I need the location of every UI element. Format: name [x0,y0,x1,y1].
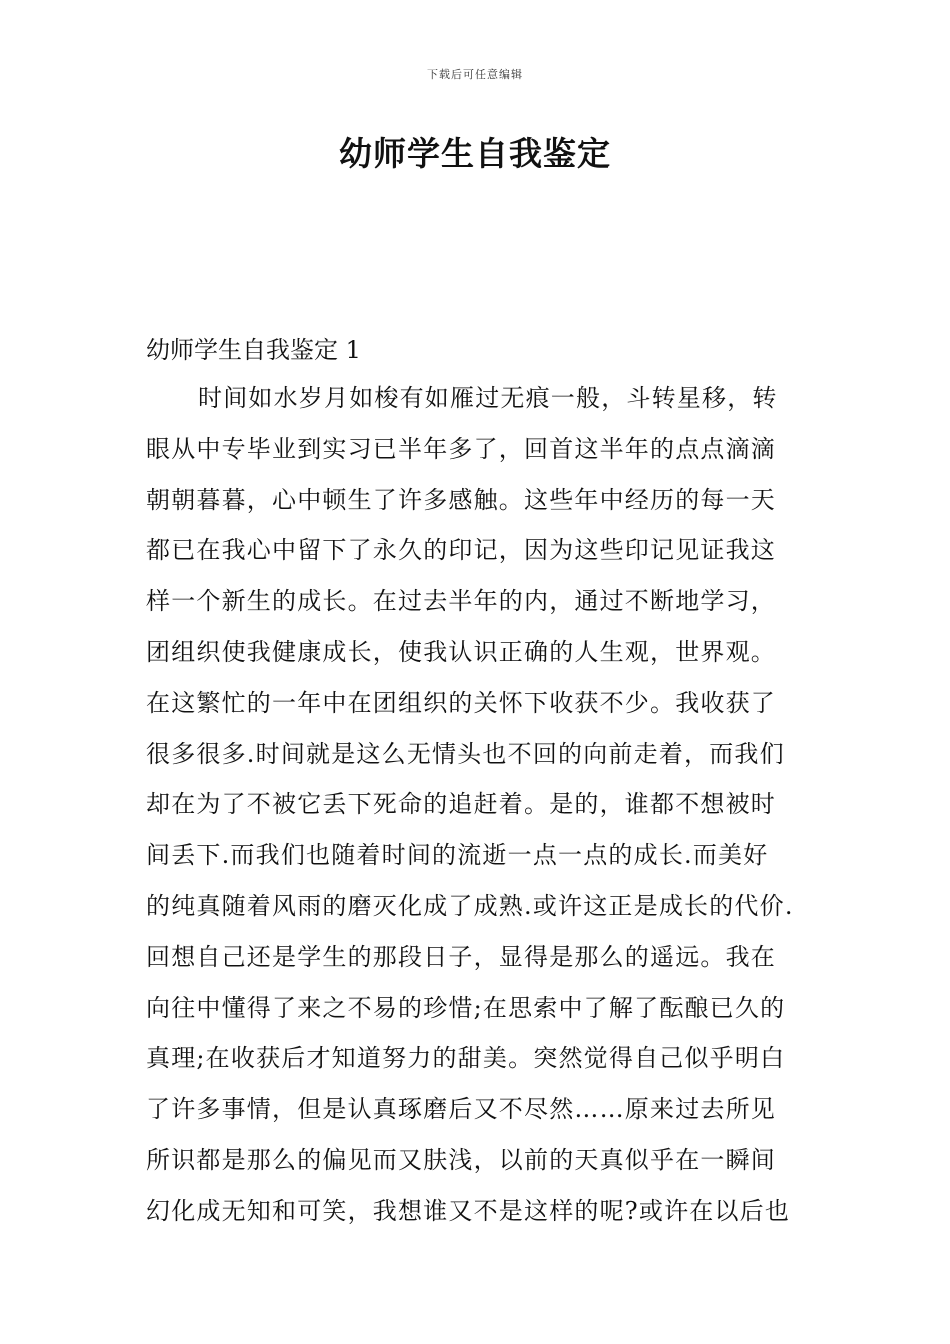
paragraph-line: 所识都是那么的偏见而又肤浅，以前的天真似乎在一瞬间 [146,1145,776,1174]
paragraph-line: 样一个新生的成长。在过去半年的内，通过不断地学习， [146,587,776,616]
document-title: 幼师学生自我鉴定 [339,134,611,173]
paragraph-line: 团组织使我健康成长，使我认识正确的人生观，世界观。 [146,637,776,666]
paragraph-line: 向往中懂得了来之不易的珍惜;在思索中了解了酝酿已久的 [146,993,786,1022]
body-paragraph [146,378,822,1242]
paragraph-line: 间丢下.而我们也随着时间的流逝一点一点的成长.而美好 [146,841,769,870]
paragraph-line: 眼从中专毕业到实习已半年多了，回首这半年的点点滴滴 [146,434,776,463]
paragraph-line: 都已在我心中留下了永久的印记，因为这些印记见证我这 [146,536,776,565]
paragraph-line: 朝朝暮暮，心中顿生了许多感触。这些年中经历的每一天 [146,485,776,514]
paragraph-line: 却在为了不被它丢下死命的追赶着。是的，谁都不想被时 [146,790,776,819]
paragraph-line: 了许多事情，但是认真琢磨后又不尽然……原来过去所见 [146,1095,776,1124]
paragraph-line: 真理;在收获后才知道努力的甜美。突然觉得自己似乎明白 [146,1044,786,1073]
paragraph-line: 回想自己还是学生的那段日子，显得是那么的遥远。我在 [146,942,776,971]
paragraph-line: 在这繁忙的一年中在团组织的关怀下收获不少。我收获了 [146,688,776,717]
paragraph-line: 的纯真随着风雨的磨灭化成了成熟.或许这正是成长的代价. [146,891,794,920]
header-note: 下载后可任意编辑 [427,68,523,81]
section-heading: 幼师学生自我鉴定 1 [146,336,361,364]
paragraph-line: 时间如水岁月如梭有如雁过无痕一般，斗转星移，转 [198,384,778,412]
paragraph-line: 幻化成无知和可笑，我想谁又不是这样的呢?或许在以后也 [146,1196,791,1225]
paragraph-line: 很多很多.时间就是这么无情头也不回的向前走着，而我们 [146,739,785,768]
